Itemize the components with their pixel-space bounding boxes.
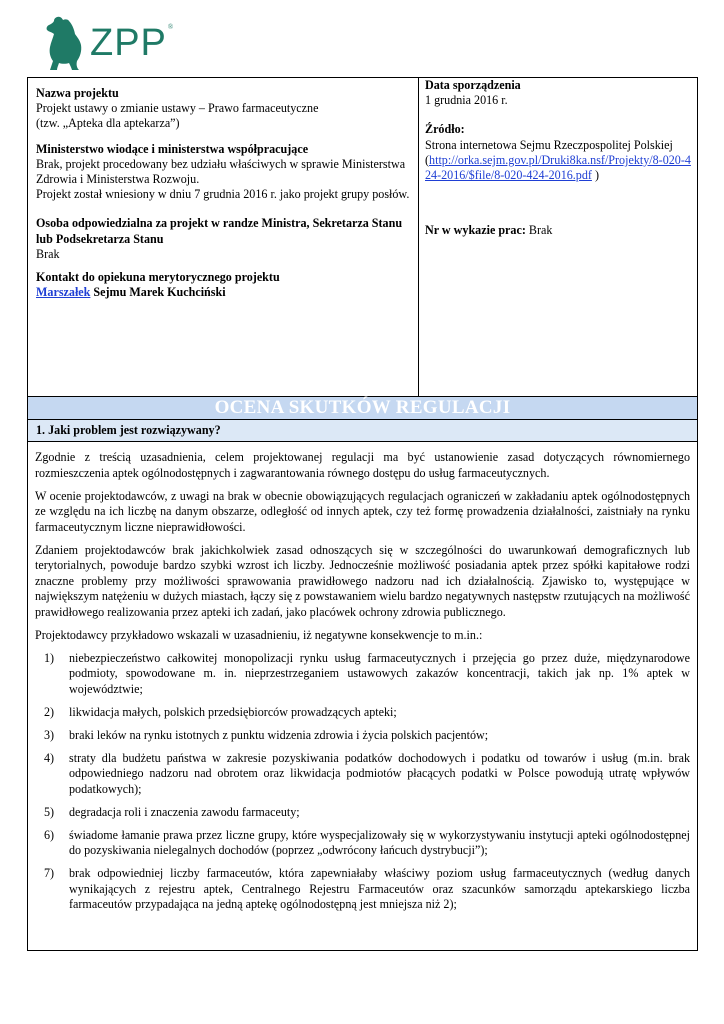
list-number: 6) <box>44 827 55 842</box>
date-value: 1 grudnia 2016 r. <box>425 93 508 108</box>
problem-description <box>28 442 697 920</box>
list-item <box>35 728 690 744</box>
ministries-label: Ministerstwo wiodące i ministerstwa współpracujące <box>36 141 309 156</box>
list-text: braki leków na rynku istotnych z punktu widzenia zdrowia i życia polskich pacjentów; <box>69 727 489 742</box>
worklist <box>425 223 691 238</box>
submitted-text: Projekt został wniesiony w dniu 7 grudnia 2016 r. jako projekt grupy posłów. <box>36 187 410 202</box>
ministries-text: Brak, projekt procedowany bez udziału właściwych w sprawie Ministerstwa Zdrowia i Ministerstwa Rozwoju. <box>36 156 406 187</box>
list-item <box>35 651 690 698</box>
list-text: świadome łamanie prawa przez liczne grupy, które wyspecjalizowały się w wykorzystywaniu instytucji apteki ogólnodostępnej do pozyskiwania nielegalnych dochodów (poprzez „odwrócony łańcuch dystrybucji”); <box>69 827 690 857</box>
paragraph: Zgodnie z treścią uzasadnienia, celem projektowanej regulacji ma być ustanowienie zasad dotyczących równomiernego rozmieszczenia aptek ogólnodostępnych i zagwarantowania równego dostępu do usług farmaceutycznych. <box>35 450 690 480</box>
paragraph: W ocenie projektodawców, z uwagi na brak w obecnie obowiązujących regulacjach ograniczeń w zakładaniu aptek ogólnodostępnych ze względu na ich liczbę na danym obszarze, odległość od innych aptek, czy też formę prowadzenia działalności, zaistniały na rynku farmaceutycznym liczne nieprawidłowości. <box>35 488 690 534</box>
consequences-list <box>35 651 690 913</box>
list-number: 2) <box>44 704 55 719</box>
project-name-line1: Projekt ustawy o zmianie ustawy – Prawo farmaceutyczne <box>36 101 319 116</box>
list-text: degradacja roli i znaczenia zawodu farmaceuty; <box>69 804 300 819</box>
bear-icon <box>44 15 86 71</box>
project-name-label: Nazwa projektu <box>36 86 119 100</box>
source-close: ) <box>591 168 599 183</box>
list-item <box>35 705 690 721</box>
project-info-column <box>28 78 419 396</box>
worklist-label: Nr w wykazie prac: <box>425 223 526 238</box>
section-banner: OCENA SKUTKÓW REGULACJI <box>28 396 697 420</box>
meta-column <box>419 78 697 396</box>
list-text: likwidacja małych, polskich przedsiębiorców prowadzących apteki; <box>69 704 397 719</box>
list-text: brak odpowiedniej liczby farmaceutów, która zapewniałaby właściwy poziom usług farmaceutycznych (według danych wynikających z rejestru aptek, Centralnego Rejestru Farmaceutów oraz szacunków samorządu aptekarskiego liczba farmaceutów przypadająca na jedną aptekę ogólnodostępną jest mniejsza niż 2); <box>69 866 690 911</box>
assessment-form <box>27 77 698 951</box>
contact-link[interactable]: Marszałek <box>36 285 91 300</box>
paragraph: Zdaniem projektodawców brak jakichkolwiek zasad odnoszących się w szczególności do uwarunkowań demograficznych lub terytorialnych, powoduje bardzo szybki wzrost ich liczby. Jednocześnie możliwość posiadania aptek przez spółki kapitałowe rodzi znaczne problemy przy możliwości sprawowania prawidłowego nadzoru nad ich działalnością. Zjawisko to, występujące w największym natężeniu w dużych miastach, łączy się z powstawaniem wielu bardzo negatywnych następstw rzutujących na możliwość prawidłowego realizowania przez apteki ich zadań, jako placówek ochrony zdrowia publicznego. <box>35 542 690 619</box>
contact-person <box>36 285 410 300</box>
responsible-label: Osoba odpowiedzialna za projekt w randze Ministra, Sekretarza Stanu lub Podsekretarza Stanu <box>36 216 403 246</box>
list-item <box>35 805 690 821</box>
list-number: 3) <box>44 727 55 742</box>
responsible-value: Brak <box>36 246 60 261</box>
source-open: ( <box>425 152 430 167</box>
list-item <box>35 751 690 798</box>
source-text: Strona internetowa Sejmu Rzeczpospolitej Polskiej <box>425 137 673 152</box>
list-item <box>35 866 690 913</box>
source-url-line <box>425 153 691 183</box>
date-label: Data sporządzenia <box>425 78 521 92</box>
header-section <box>28 78 697 396</box>
list-text: niebezpieczeństwo całkowitej monopolizacji rynku usług farmaceutycznych i przejęcia go przez duże, międzynarodowe podmioty, spowodowane m. in. nieprzestrzeganiem ustawowych zakazów koncentracji, takich jak np. 1% aptek w województwie; <box>69 650 690 696</box>
list-number: 5) <box>44 804 55 819</box>
contact-rest: Sejmu Marek Kuchciński <box>90 285 226 300</box>
question-heading: 1. Jaki problem jest rozwiązywany? <box>28 420 697 442</box>
logo-trademark: ® <box>167 23 174 31</box>
source-url-link[interactable]: http://orka.sejm.gov.pl/Druki8ka.nsf/Projekty/8-020-424-2016/$file/8-020-424-2016.pdf <box>425 152 691 183</box>
zpp-logo <box>44 14 173 72</box>
logo-text: ZPP <box>90 21 167 64</box>
source-label: Źródło: <box>425 122 465 137</box>
list-text: straty dla budżetu państwa w zakresie pozyskiwania podatków dochodowych i podatku od towarów i usług (m.in. brak odpowiedniego nadzoru nad obrotem oraz likwidacja podmiotów płacących podatki w Polsce powodują utratę wpływów podatkowych); <box>69 750 690 796</box>
list-number: 7) <box>44 866 55 880</box>
list-item <box>35 828 690 859</box>
list-number: 1) <box>44 650 55 665</box>
paragraph: Projektodawcy przykładowo wskazali w uzasadnieniu, iż negatywne konsekwencje to m.in.: <box>35 627 483 642</box>
project-name-line2: (tzw. „Apteka dla aptekarza”) <box>36 116 180 131</box>
worklist-value: Brak <box>525 223 553 238</box>
list-number: 4) <box>44 750 55 765</box>
contact-label: Kontakt do opiekuna merytorycznego projektu <box>36 270 280 285</box>
